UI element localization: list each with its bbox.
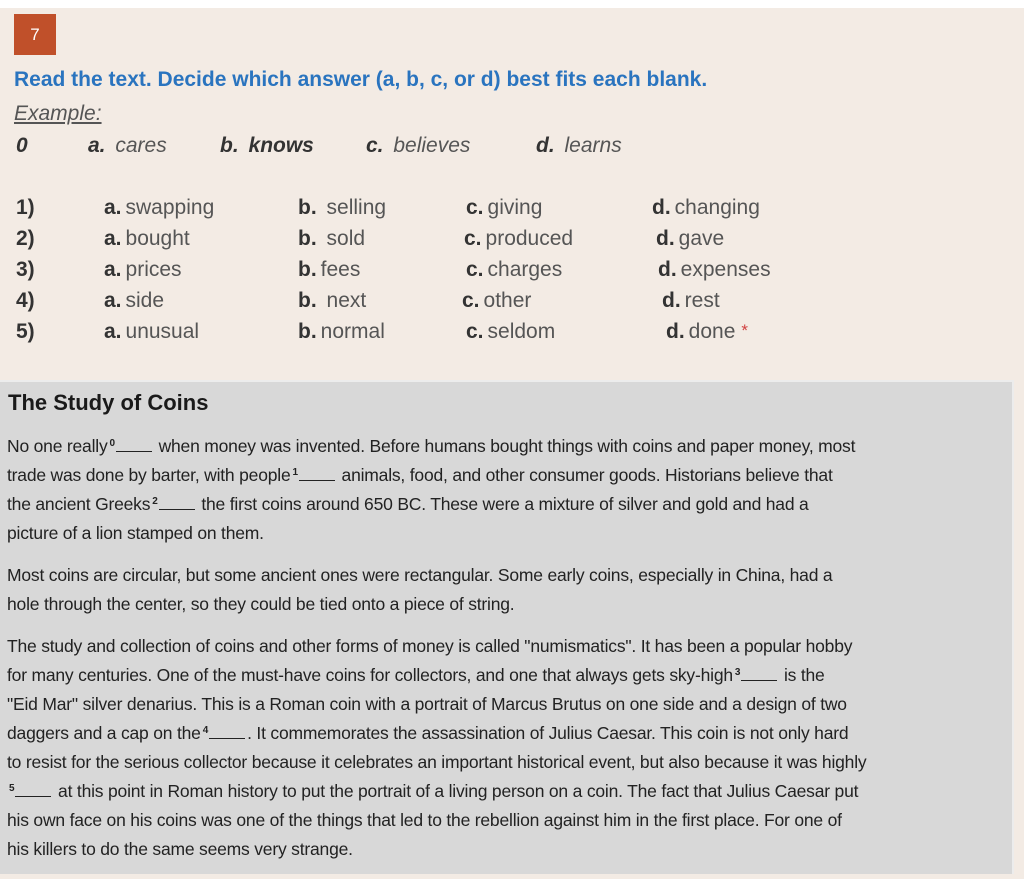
example-option-c: c. believes [366, 134, 471, 157]
example-option-b: b. knows [220, 134, 314, 157]
example-option-d: d. learns [536, 134, 622, 157]
option-c[interactable]: c. charges [466, 258, 563, 281]
example-label: Example: [14, 102, 102, 125]
passage-line: to resist for the serious collector because it celebrates an important historical event, but also because it was highly [7, 752, 867, 772]
passage-line: the ancient Greeks $^2$ the first coins around 650 BC. These were a mixture of silver and gold and had a [7, 494, 809, 514]
exercise-number-badge: 7 [14, 14, 56, 55]
question-number: 2) [16, 227, 35, 250]
option-a[interactable]: a. swapping [104, 196, 215, 219]
question-number: 1) [16, 196, 35, 219]
option-d[interactable]: d. expenses [658, 258, 771, 281]
gap-blank [299, 466, 335, 481]
example-number: 0 [16, 134, 28, 157]
option-c[interactable]: c. other [462, 289, 532, 312]
passage-line: No one really $^0$ when money was invented. Before humans bought things with coins and paper money, most [7, 436, 856, 456]
gap-blank [15, 782, 51, 797]
passage-line: hole through the center, so they could be tied onto a piece of string. [7, 594, 515, 614]
option-a[interactable]: a. prices [104, 258, 182, 281]
option-c[interactable]: c. giving [466, 196, 543, 219]
passage-line: daggers and a cap on the $^4$ . It commemorates the assassination of Julius Caesar. This coin is not only hard [7, 723, 849, 743]
option-c[interactable]: c. produced [464, 227, 574, 250]
passage-line: for many centuries. One of the must-have coins for collectors, and one that always gets sky-high $^3$ is the [7, 665, 825, 685]
option-d[interactable]: d. done * [666, 320, 749, 343]
question-number: 5) [16, 320, 35, 343]
passage-line: his own face on his coins was one of the things that led to the rebellion against him in the first place. For one of [7, 810, 842, 830]
passage-line: trade was done by barter, with people $^1$ animals, food, and other consumer goods. Historians believe that [7, 465, 833, 485]
option-a[interactable]: a. bought [104, 227, 190, 250]
passage-line: picture of a lion stamped on them. [7, 523, 264, 543]
instruction-text: Read the text. Decide which answer (a, b, c, or d) best fits each blank. [14, 68, 708, 91]
required-marker: * [741, 321, 749, 340]
option-a[interactable]: a. side [104, 289, 165, 312]
option-d[interactable]: d. rest [662, 289, 720, 312]
exercise-page [0, 8, 1024, 879]
option-b[interactable]: b. fees [298, 258, 361, 281]
gap-blank [116, 437, 152, 452]
option-c[interactable]: c. seldom [466, 320, 556, 343]
option-a[interactable]: a. unusual [104, 320, 200, 343]
option-b[interactable]: b. sold [298, 227, 366, 250]
passage-line: his killers to do the same seems very strange. [7, 839, 353, 859]
option-d[interactable]: d. gave [656, 227, 725, 250]
question-number: 4) [16, 289, 35, 312]
gap-blank [159, 495, 195, 510]
gap-blank [209, 724, 245, 739]
option-b[interactable]: b. selling [298, 196, 387, 219]
reading-passage [0, 380, 1014, 874]
example-option-a: a. cares [88, 134, 167, 157]
gap-blank [741, 666, 777, 681]
reading-title: The Study of Coins [8, 390, 209, 415]
passage-line: The study and collection of coins and other forms of money is called "numismatics". It has been a popular hobby [7, 636, 853, 656]
option-b[interactable]: b. next [298, 289, 367, 312]
option-d[interactable]: d. changing [652, 196, 760, 219]
passage-line: "Eid Mar" silver denarius. This is a Roman coin with a portrait of Marcus Brutus on one side and a design of two [7, 694, 847, 714]
option-b[interactable]: b. normal [298, 320, 385, 343]
question-number: 3) [16, 258, 35, 281]
passage-line: Most coins are circular, but some ancient ones were rectangular. Some early coins, especially in China, had a [7, 565, 833, 585]
passage-line: $^5$ at this point in Roman history to put the portrait of a living person on a coin. The fact that Julius Caesar put [9, 781, 859, 801]
